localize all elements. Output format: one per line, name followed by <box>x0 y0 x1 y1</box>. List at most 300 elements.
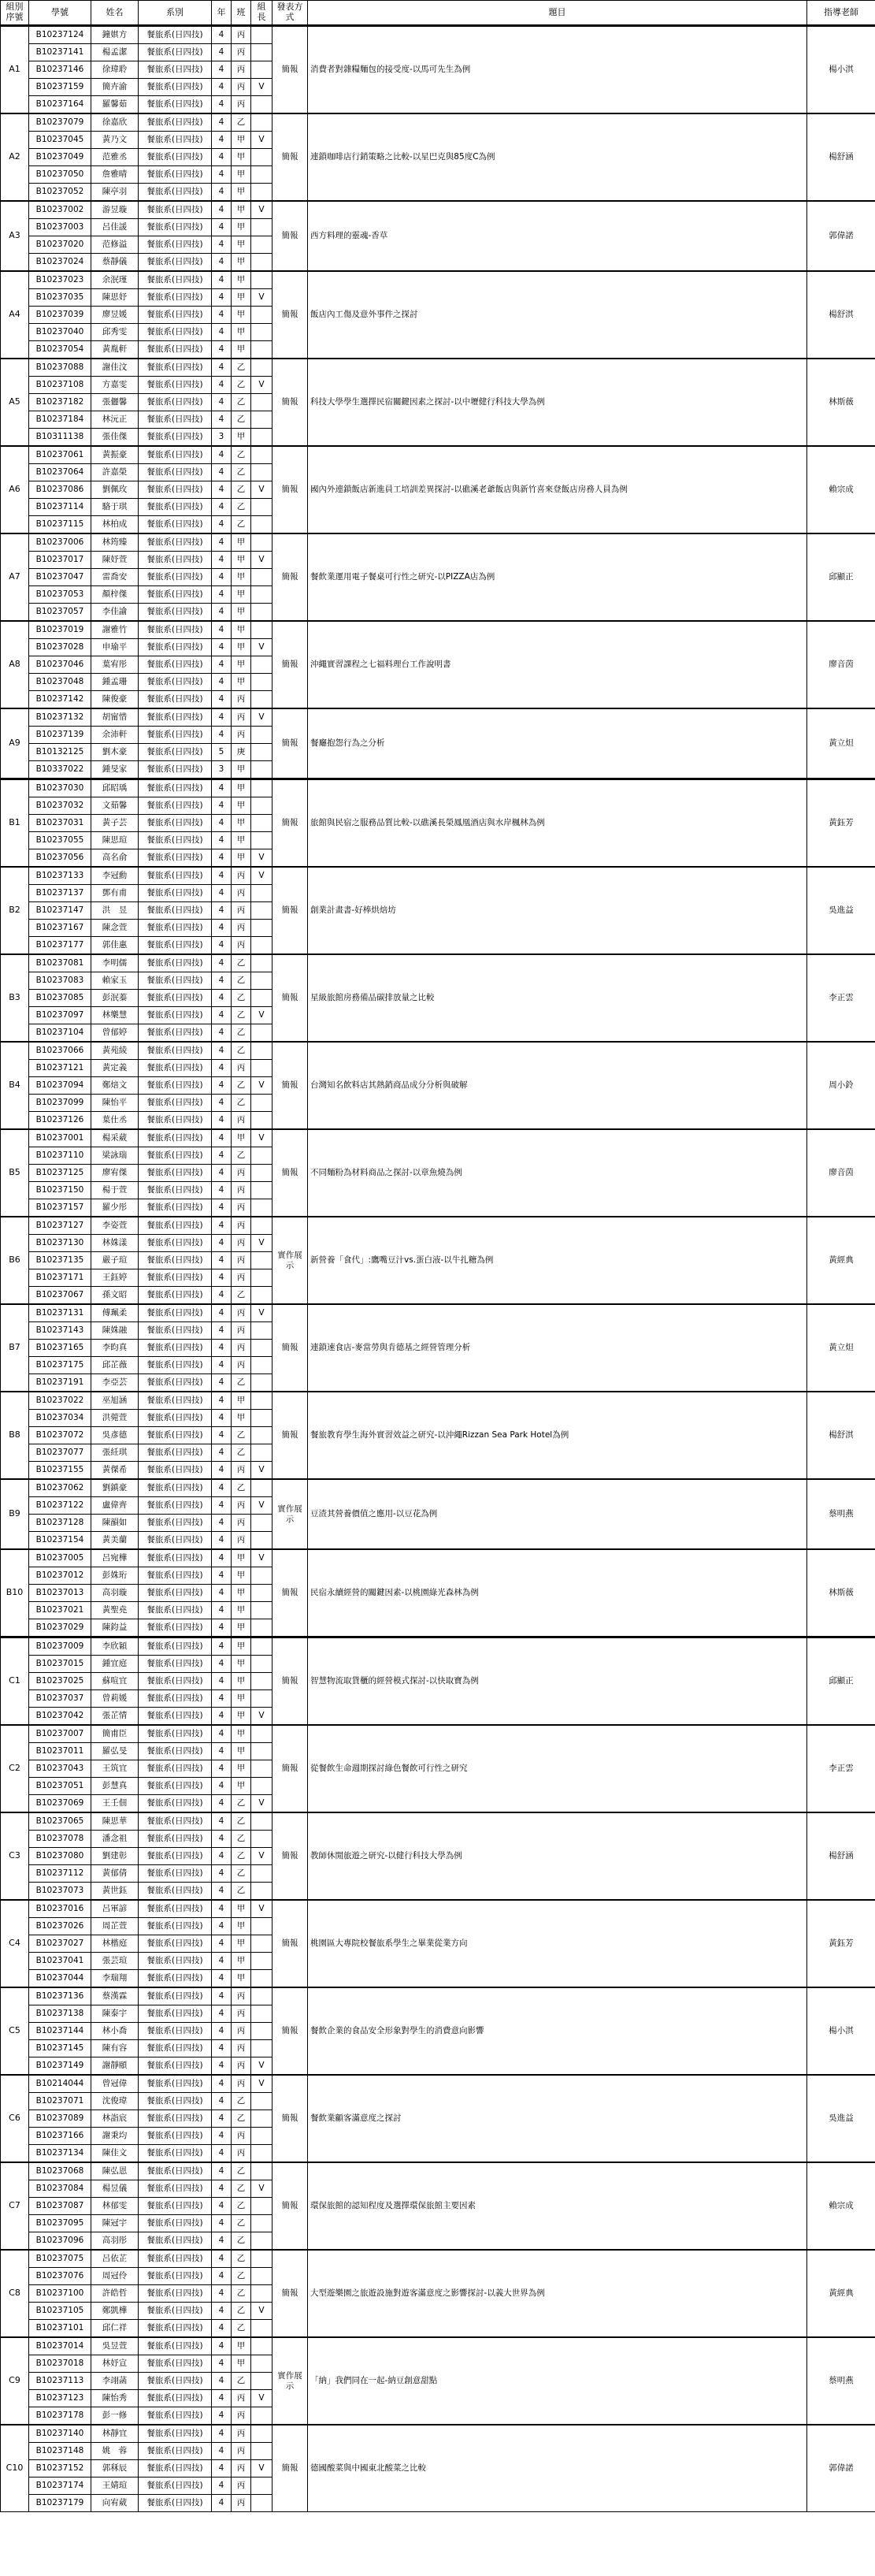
class-cell: 乙 <box>232 499 251 516</box>
leader-mark-cell <box>251 2495 273 2512</box>
department-cell: 餐旅系(日四技) <box>139 446 212 464</box>
year-cell: 4 <box>212 1619 232 1637</box>
department-cell: 餐旅系(日四技) <box>139 727 212 744</box>
leader-mark-cell: V <box>251 132 273 149</box>
department-cell: 餐旅系(日四技) <box>139 1252 212 1269</box>
student-id-cell: B10237016 <box>29 1900 91 1918</box>
student-name-cell: 巫旭涵 <box>91 1392 139 1410</box>
year-cell: 4 <box>212 656 232 674</box>
department-cell: 餐旅系(日四技) <box>139 1077 212 1095</box>
leader-mark-cell <box>251 516 273 534</box>
year-cell: 4 <box>212 604 232 622</box>
class-cell: 丙 <box>232 2005 251 2023</box>
leader-mark-cell: V <box>251 2057 273 2076</box>
student-name-cell: 楊于萱 <box>91 1182 139 1199</box>
year-cell: 4 <box>212 411 232 429</box>
student-id-cell: B10237054 <box>29 341 91 359</box>
student-name-cell: 顏梓傑 <box>91 586 139 604</box>
student-id-cell: B10237114 <box>29 499 91 516</box>
student-name-cell: 李佳諭 <box>91 604 139 622</box>
year-cell: 4 <box>212 2425 232 2443</box>
presentation-type-cell: 簡報 <box>273 708 308 779</box>
student-id-cell: B10237127 <box>29 1217 91 1235</box>
student-id-cell: B10237050 <box>29 166 91 184</box>
student-id-cell: B10237077 <box>29 1444 91 1462</box>
year-cell: 4 <box>212 2477 232 2495</box>
student-name-cell: 李瑞翔 <box>91 1970 139 1988</box>
student-id-cell: B10237191 <box>29 1374 91 1392</box>
advisor-cell: 林斯薇 <box>807 359 875 446</box>
student-id-cell: B10237039 <box>29 307 91 324</box>
department-cell: 餐旅系(日四技) <box>139 2303 212 2320</box>
leader-mark-cell <box>251 2250 273 2268</box>
group-id-cell: A7 <box>1 533 29 621</box>
leader-mark-cell <box>251 920 273 937</box>
student-name-cell: 周芷萱 <box>91 1918 139 1935</box>
class-cell: 丙 <box>232 2407 251 2425</box>
student-name-cell: 李冠勳 <box>91 867 139 885</box>
header-department: 系別 <box>139 1 212 26</box>
leader-mark-cell: V <box>251 867 273 885</box>
department-cell: 餐旅系(日四技) <box>139 1199 212 1217</box>
class-cell: 乙 <box>232 446 251 464</box>
presentation-type-cell: 簡報 <box>273 533 308 621</box>
student-id-cell: B10237014 <box>29 2337 91 2355</box>
student-id-cell: B10237032 <box>29 797 91 815</box>
department-cell: 餐旅系(日四技) <box>139 832 212 849</box>
student-name-cell: 向宥葳 <box>91 2495 139 2512</box>
class-cell: 丙 <box>232 26 251 44</box>
student-name-cell: 高羽璇 <box>91 1585 139 1602</box>
group-id-cell: C3 <box>1 1812 29 1900</box>
presentation-type-cell: 實作展示 <box>273 1479 308 1549</box>
class-cell: 乙 <box>232 464 251 481</box>
year-cell: 4 <box>212 1287 232 1305</box>
class-cell: 甲 <box>232 201 251 219</box>
student-name-cell: 陳怡秀 <box>91 2390 139 2407</box>
group-id-cell: C4 <box>1 1900 29 1987</box>
year-cell: 4 <box>212 1077 232 1095</box>
year-cell: 4 <box>212 885 232 902</box>
class-cell: 丙 <box>232 1304 251 1322</box>
advisor-cell: 廖音茵 <box>807 621 875 708</box>
student-id-cell: B10237028 <box>29 639 91 656</box>
student-id-cell: B10237013 <box>29 1585 91 1602</box>
department-cell: 餐旅系(日四技) <box>139 761 212 779</box>
class-cell: 甲 <box>232 832 251 849</box>
student-id-cell: B10237097 <box>29 1007 91 1024</box>
student-name-cell: 余泯瑾 <box>91 271 139 289</box>
student-name-cell: 鄭凱樺 <box>91 2303 139 2320</box>
class-cell: 乙 <box>232 2215 251 2232</box>
class-cell: 甲 <box>232 1953 251 1970</box>
department-cell: 餐旅系(日四技) <box>139 1392 212 1410</box>
presentation-type-cell: 簡報 <box>273 867 308 954</box>
student-name-cell: 蔡漢霖 <box>91 1987 139 2005</box>
student-name-cell: 葉宥彤 <box>91 656 139 674</box>
group-id-cell: C5 <box>1 1987 29 2075</box>
table-row <box>1 1304 875 1322</box>
student-id-cell: B10237085 <box>29 990 91 1007</box>
department-cell: 餐旅系(日四技) <box>139 1883 212 1901</box>
leader-mark-cell: V <box>251 79 273 96</box>
student-id-cell: B10237095 <box>29 2215 91 2232</box>
leader-mark-cell <box>251 990 273 1007</box>
department-cell: 餐旅系(日四技) <box>139 639 212 656</box>
header-class: 班 <box>232 1 251 26</box>
leader-mark-cell <box>251 1831 273 1848</box>
leader-mark-cell: V <box>251 1077 273 1095</box>
department-cell: 餐旅系(日四技) <box>139 341 212 359</box>
student-id-cell: B10237026 <box>29 1918 91 1935</box>
class-cell: 丙 <box>232 920 251 937</box>
student-name-cell: 黃胤軒 <box>91 341 139 359</box>
advisor-cell: 李正雲 <box>807 954 875 1042</box>
class-cell: 甲 <box>232 656 251 674</box>
department-cell: 餐旅系(日四技) <box>139 2320 212 2338</box>
student-name-cell: 陳亭羽 <box>91 184 139 202</box>
student-name-cell: 余沛軒 <box>91 727 139 744</box>
student-name-cell: 范修溢 <box>91 236 139 254</box>
year-cell: 4 <box>212 2128 232 2145</box>
presentation-type-cell: 簡報 <box>273 446 308 533</box>
student-id-cell: B10237006 <box>29 533 91 552</box>
year-cell: 4 <box>212 2355 232 2373</box>
year-cell: 4 <box>212 1725 232 1743</box>
table-row <box>1 708 875 727</box>
topic-cell: 連鎖速食店-麥當勞與肯德基之經營管理分析 <box>308 1304 807 1392</box>
department-cell: 餐旅系(日四技) <box>139 44 212 61</box>
year-cell: 4 <box>212 2198 232 2215</box>
leader-mark-cell: V <box>251 377 273 394</box>
leader-mark-cell <box>251 2128 273 2145</box>
department-cell: 餐旅系(日四技) <box>139 2337 212 2355</box>
class-cell: 甲 <box>232 271 251 289</box>
department-cell: 餐旅系(日四技) <box>139 552 212 569</box>
year-cell: 4 <box>212 1217 232 1235</box>
class-cell: 乙 <box>232 1479 251 1497</box>
leader-mark-cell <box>251 1883 273 1901</box>
student-id-cell: B10214044 <box>29 2075 91 2093</box>
department-cell: 餐旅系(日四技) <box>139 2390 212 2407</box>
leader-mark-cell <box>251 2425 273 2443</box>
class-cell: 甲 <box>232 324 251 341</box>
student-id-cell: B10237136 <box>29 1987 91 2005</box>
leader-mark-cell <box>251 1778 273 1795</box>
table-row <box>1 2337 875 2355</box>
group-id-cell: B4 <box>1 1042 29 1129</box>
department-cell: 餐旅系(日四技) <box>139 815 212 832</box>
student-name-cell: 謝佳汶 <box>91 359 139 377</box>
class-cell: 甲 <box>232 604 251 622</box>
class-cell: 甲 <box>232 1392 251 1410</box>
presentation-type-cell: 簡報 <box>273 2162 308 2250</box>
student-name-cell: 陳思妤 <box>91 289 139 307</box>
class-cell: 乙 <box>232 113 251 132</box>
class-cell: 甲 <box>232 2355 251 2373</box>
presentation-type-cell: 簡報 <box>273 1900 308 1987</box>
student-id-cell: B10237002 <box>29 201 91 219</box>
year-cell: 4 <box>212 1812 232 1831</box>
student-id-cell: B10237045 <box>29 132 91 149</box>
student-id-cell: B10237012 <box>29 1567 91 1585</box>
group-id-cell: B10 <box>1 1549 29 1637</box>
leader-mark-cell: V <box>251 552 273 569</box>
student-id-cell: B10237179 <box>29 2495 91 2512</box>
class-cell: 乙 <box>232 1444 251 1462</box>
topic-cell: 飯店內工傷及意外事件之探討 <box>308 271 807 359</box>
leader-mark-cell <box>251 1970 273 1988</box>
class-cell: 乙 <box>232 2198 251 2215</box>
leader-mark-cell <box>251 1112 273 1130</box>
class-cell: 乙 <box>232 2268 251 2285</box>
year-cell: 4 <box>212 1479 232 1497</box>
student-id-cell: B10337022 <box>29 761 91 779</box>
class-cell: 乙 <box>232 2320 251 2338</box>
student-name-cell: 林郁雯 <box>91 2198 139 2215</box>
leader-mark-cell <box>251 815 273 832</box>
leader-mark-cell <box>251 499 273 516</box>
student-id-cell: B10237131 <box>29 1304 91 1322</box>
student-name-cell: 李欣穎 <box>91 1637 139 1656</box>
year-cell: 4 <box>212 2443 232 2460</box>
department-cell: 餐旅系(日四技) <box>139 1287 212 1305</box>
leader-mark-cell <box>251 1199 273 1217</box>
student-name-cell: 傅珮柔 <box>91 1304 139 1322</box>
department-cell: 餐旅系(日四技) <box>139 1112 212 1130</box>
department-cell: 餐旅系(日四技) <box>139 1725 212 1743</box>
leader-mark-cell <box>251 727 273 744</box>
advisor-cell: 吳進益 <box>807 2075 875 2162</box>
year-cell: 4 <box>212 2495 232 2512</box>
student-id-cell: B10237159 <box>29 79 91 96</box>
leader-mark-cell <box>251 797 273 815</box>
department-cell: 餐旅系(日四技) <box>139 1532 212 1550</box>
leader-mark-cell <box>251 885 273 902</box>
student-name-cell: 曾郁婷 <box>91 1024 139 1043</box>
student-name-cell: 張儷馨 <box>91 394 139 411</box>
department-cell: 餐旅系(日四技) <box>139 1831 212 1848</box>
year-cell: 4 <box>212 1848 232 1865</box>
year-cell: 4 <box>212 1165 232 1182</box>
year-cell: 4 <box>212 2162 232 2180</box>
group-id-cell: B7 <box>1 1304 29 1392</box>
year-cell: 4 <box>212 324 232 341</box>
table-row <box>1 1987 875 2005</box>
student-name-cell: 鄭焙文 <box>91 1077 139 1095</box>
student-id-cell: B10237076 <box>29 2268 91 2285</box>
class-cell: 丙 <box>232 1269 251 1287</box>
class-cell: 丙 <box>232 61 251 79</box>
student-name-cell: 鍾旻家 <box>91 761 139 779</box>
department-cell: 餐旅系(日四技) <box>139 2040 212 2057</box>
year-cell: 4 <box>212 1252 232 1269</box>
year-cell: 4 <box>212 1042 232 1060</box>
student-name-cell: 陳泰宇 <box>91 2005 139 2023</box>
class-cell: 甲 <box>232 1585 251 1602</box>
presentation-type-cell: 簡報 <box>273 2425 308 2512</box>
student-name-cell: 申瑜平 <box>91 639 139 656</box>
student-name-cell: 林姝漾 <box>91 1235 139 1252</box>
class-cell: 甲 <box>232 1549 251 1567</box>
leader-mark-cell <box>251 674 273 691</box>
advisor-cell: 邱顯正 <box>807 1637 875 1726</box>
leader-mark-cell <box>251 2162 273 2180</box>
year-cell: 4 <box>212 2023 232 2040</box>
department-cell: 餐旅系(日四技) <box>139 1182 212 1199</box>
year-cell: 4 <box>212 2250 232 2268</box>
presentation-type-cell: 簡報 <box>273 113 308 201</box>
department-cell: 餐旅系(日四技) <box>139 1497 212 1515</box>
student-name-cell: 黃振豪 <box>91 446 139 464</box>
class-cell: 甲 <box>232 552 251 569</box>
class-cell: 丙 <box>232 1462 251 1480</box>
topic-cell: 餐旅教育學生海外實習效益之研究-以沖繩Rizzan Sea Park Hotel為例 <box>308 1392 807 1479</box>
class-cell: 丙 <box>232 1165 251 1182</box>
group-id-cell: B2 <box>1 867 29 954</box>
leader-mark-cell <box>251 429 273 447</box>
class-cell: 甲 <box>232 533 251 552</box>
department-cell: 餐旅系(日四技) <box>139 1007 212 1024</box>
student-name-cell: 簡卉渝 <box>91 79 139 96</box>
department-cell: 餐旅系(日四技) <box>139 1235 212 1252</box>
group-id-cell: C9 <box>1 2337 29 2425</box>
department-cell: 餐旅系(日四技) <box>139 2075 212 2093</box>
department-cell: 餐旅系(日四技) <box>139 569 212 586</box>
class-cell: 乙 <box>232 1865 251 1883</box>
student-name-cell: 許皓哲 <box>91 2285 139 2303</box>
leader-mark-cell <box>251 2443 273 2460</box>
group-id-cell: A3 <box>1 201 29 271</box>
table-row <box>1 1900 875 1918</box>
student-name-cell: 鍾孟珊 <box>91 674 139 691</box>
year-cell: 4 <box>212 1095 232 1112</box>
table-header <box>1 1 875 26</box>
year-cell: 4 <box>212 1007 232 1024</box>
year-cell: 4 <box>212 1235 232 1252</box>
year-cell: 4 <box>212 1883 232 1901</box>
student-id-cell: B10237005 <box>29 1549 91 1567</box>
year-cell: 4 <box>212 1410 232 1427</box>
advisor-cell: 楊舒涵 <box>807 1812 875 1900</box>
class-cell: 甲 <box>232 132 251 149</box>
group-id-cell: A4 <box>1 271 29 359</box>
class-cell: 丙 <box>232 1515 251 1532</box>
student-name-cell: 陳妤萱 <box>91 552 139 569</box>
year-cell: 4 <box>212 1269 232 1287</box>
leader-mark-cell <box>251 2285 273 2303</box>
class-cell: 乙 <box>232 359 251 377</box>
class-cell: 甲 <box>232 1619 251 1637</box>
year-cell: 4 <box>212 937 232 955</box>
class-cell: 甲 <box>232 797 251 815</box>
class-cell: 乙 <box>232 1374 251 1392</box>
class-cell: 丙 <box>232 1182 251 1199</box>
class-cell: 乙 <box>232 2180 251 2198</box>
presentation-type-cell: 簡報 <box>273 1129 308 1217</box>
student-name-cell: 文茹馨 <box>91 797 139 815</box>
topic-cell: 豆渣其營養價值之應用-以豆花為例 <box>308 1479 807 1549</box>
student-name-cell: 沈俊瑋 <box>91 2093 139 2110</box>
student-id-cell: B10237139 <box>29 727 91 744</box>
table-row <box>1 1637 875 1656</box>
student-name-cell: 王筑宜 <box>91 1760 139 1778</box>
department-cell: 餐旅系(日四技) <box>139 1708 212 1726</box>
presentation-type-cell: 簡報 <box>273 2075 308 2162</box>
department-cell: 餐旅系(日四技) <box>139 1129 212 1147</box>
group-id-cell: C7 <box>1 2162 29 2250</box>
class-cell: 丙 <box>232 2040 251 2057</box>
year-cell: 4 <box>212 1060 232 1077</box>
year-cell: 4 <box>212 1602 232 1619</box>
leader-mark-cell <box>251 1987 273 2005</box>
year-cell: 4 <box>212 621 232 639</box>
table-row <box>1 446 875 464</box>
student-name-cell: 林柏成 <box>91 516 139 534</box>
leader-mark-cell <box>251 1865 273 1883</box>
presentation-type-cell: 簡報 <box>273 26 308 114</box>
department-cell: 餐旅系(日四技) <box>139 464 212 481</box>
advisor-cell: 楊舒淇 <box>807 1392 875 1479</box>
department-cell: 餐旅系(日四技) <box>139 2162 212 2180</box>
leader-mark-cell <box>251 1585 273 1602</box>
class-cell: 甲 <box>232 815 251 832</box>
leader-mark-cell: V <box>251 2180 273 2198</box>
student-id-cell: B10237052 <box>29 184 91 202</box>
class-cell: 甲 <box>232 1778 251 1795</box>
department-cell: 餐旅系(日四技) <box>139 132 212 149</box>
student-id-cell: B10237078 <box>29 1831 91 1848</box>
class-cell: 甲 <box>232 149 251 166</box>
student-name-cell: 楊孟潔 <box>91 44 139 61</box>
class-cell: 甲 <box>232 674 251 691</box>
department-cell: 餐旅系(日四技) <box>139 1760 212 1778</box>
class-cell: 甲 <box>232 1410 251 1427</box>
student-id-cell: B10237044 <box>29 1970 91 1988</box>
student-name-cell: 彭一修 <box>91 2407 139 2425</box>
student-id-cell: B10237108 <box>29 377 91 394</box>
department-cell: 餐旅系(日四技) <box>139 2268 212 2285</box>
year-cell: 4 <box>212 1708 232 1726</box>
student-id-cell: B10237049 <box>29 149 91 166</box>
year-cell: 4 <box>212 1900 232 1918</box>
leader-mark-cell <box>251 324 273 341</box>
group-id-cell: C2 <box>1 1725 29 1812</box>
student-name-cell: 張芸瑄 <box>91 1953 139 1970</box>
year-cell: 4 <box>212 113 232 132</box>
advisor-cell: 邱顯正 <box>807 533 875 621</box>
year-cell: 5 <box>212 744 232 761</box>
department-cell: 餐旅系(日四技) <box>139 184 212 202</box>
class-cell: 丙 <box>232 691 251 709</box>
year-cell: 4 <box>212 902 232 920</box>
student-id-cell: B10237133 <box>29 867 91 885</box>
student-name-cell: 陳思華 <box>91 1812 139 1831</box>
student-id-cell: B10237037 <box>29 1690 91 1708</box>
class-cell: 乙 <box>232 990 251 1007</box>
leader-mark-cell <box>251 1515 273 1532</box>
class-cell: 丙 <box>232 1217 251 1235</box>
table-row <box>1 1217 875 1235</box>
year-cell: 4 <box>212 1444 232 1462</box>
class-cell: 乙 <box>232 2162 251 2180</box>
student-id-cell: B10237042 <box>29 1708 91 1726</box>
department-cell: 餐旅系(日四技) <box>139 236 212 254</box>
student-name-cell: 范雅丞 <box>91 149 139 166</box>
leader-mark-cell: V <box>251 1304 273 1322</box>
student-id-cell: B10237019 <box>29 621 91 639</box>
student-id-cell: B10237126 <box>29 1112 91 1130</box>
